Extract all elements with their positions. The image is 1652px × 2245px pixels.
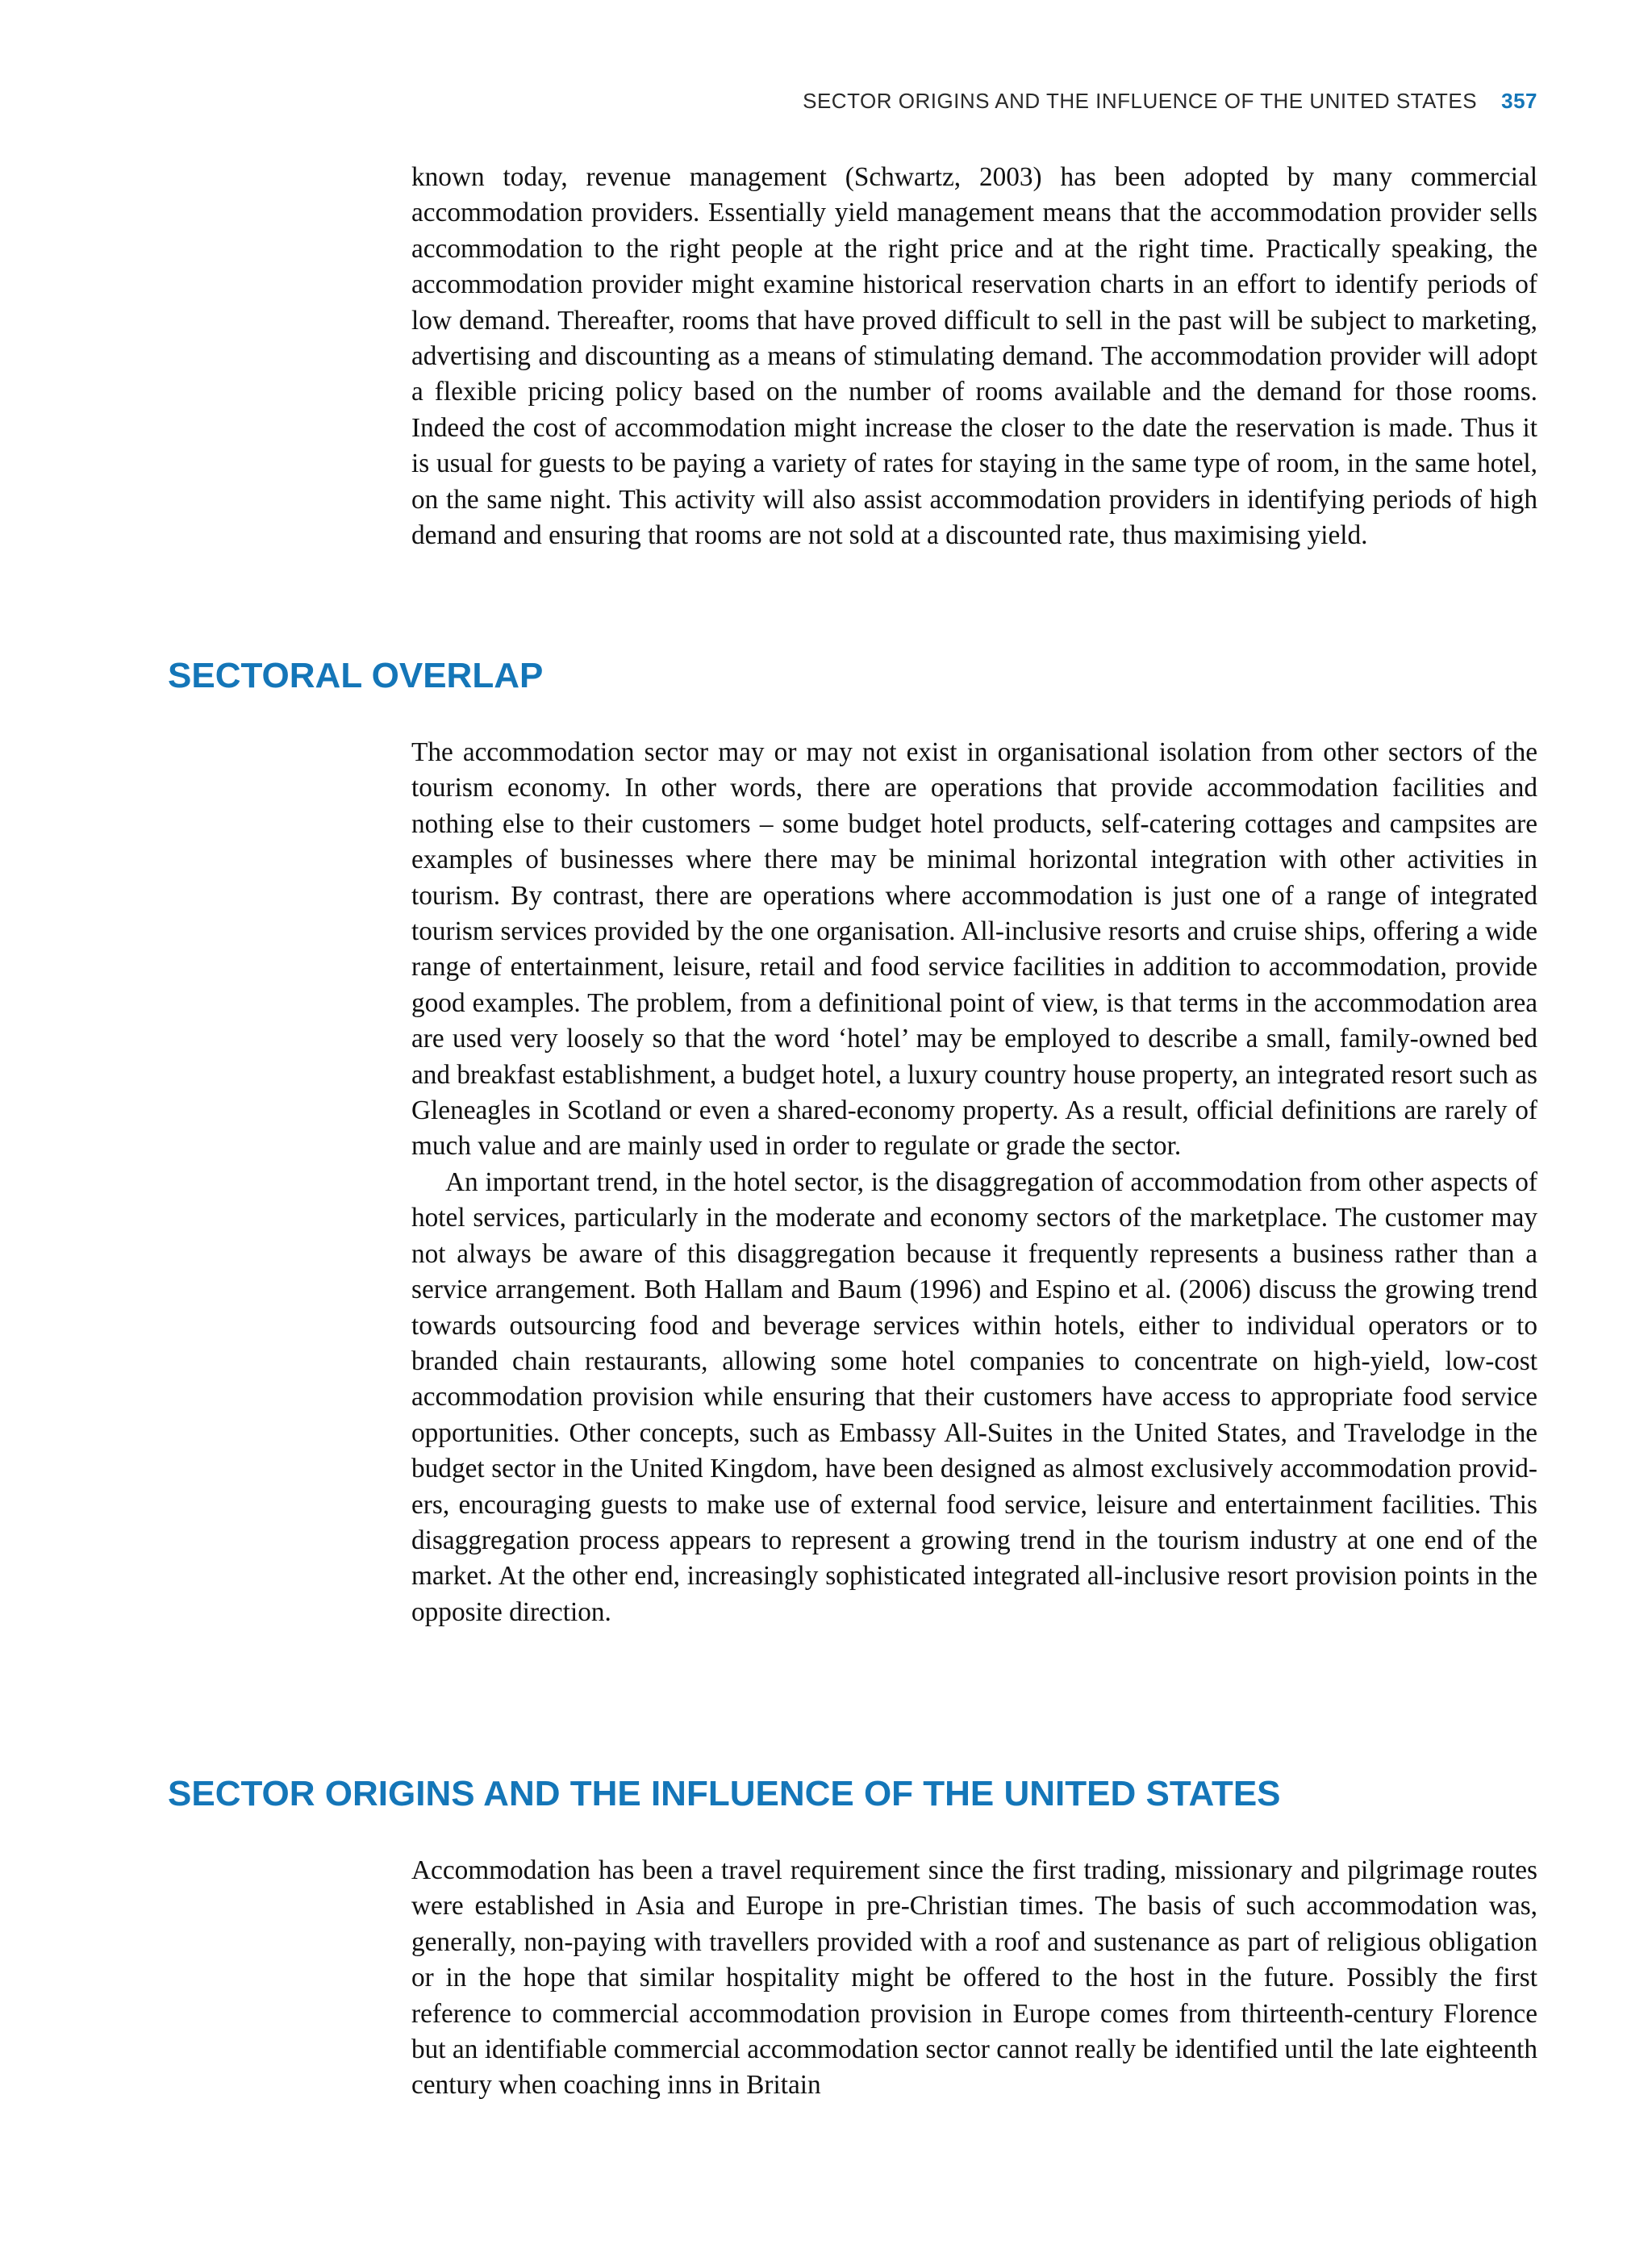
sectoral-overlap-paragraph-2: An important trend, in the hotel sector, is the disaggregation of accommodation from other aspects of hotel services, particularly in the moderate and economy sectors of the marketplace. The customer may not always be aware of this disaggregation because it frequently represents a business rather than a service arrangement. Both Hallam and Baum (1996) and Espino et al. (2006) discuss the growing trend towards outsourcing food and beverage services within hotels, either to individual operators or to branded chain restaurants, allowing some hotel companies to concentrate on high-yield, low-cost accommodation provision while ensuring that their customers have access to appropriate food service opportunities. Other concepts, such as Embassy All-Suites in the United States, and Travelodge in the budget sector in the United Kingdom, have been designed as almost exclusively accommodation providers, encouraging guests to make use of external food service, leisure and entertainment facilities. This disaggregation process appears to represent a growing trend in the tourism industry at one end of the market. At the other end, increasingly sophisticated integrated all-inclusive resort provision points in the opposite direction. bbox=[411, 1166, 1537, 1627]
section-heading-sector-origins: SECTOR ORIGINS AND THE INFLUENCE OF THE UNITED STATES bbox=[168, 1774, 1281, 1813]
page-number: 357 bbox=[1501, 89, 1537, 113]
sector-origins-text bbox=[411, 1853, 1537, 2104]
intro-paragraph: known today, revenue management (Schwartz, 2003) has been adopted by many commercial accommodation providers. Essentially yield management means that the accommodation provider sells accommodation to the right people at the right price and at the right time. Practically speaking, the accommodation provider might examine historical reservation charts in an effort to identify periods of low demand. Thereafter, rooms that have proved difficult to sell in the past will be subject to marketing, advertising and discounting as a means of stimulating demand. The accommodation provider will adopt a flexible pricing policy based on the number of rooms available and the demand for those rooms. Indeed the cost of accommodation might increase the closer to the date the reservation is made. Thus it is usual for guests to be paying a variety of rates for staying in the same type of room, in the same hotel, on the same night. This activity will also assist accommodation providers in identifying periods of high demand and ensuring that rooms are not sold at a discounted rate, thus maximising yield. bbox=[411, 162, 1537, 551]
sector-origins-paragraph-1: Accommodation has been a travel requirement since the first trading, missionary and pilgrimage routes were established in Asia and Europe in pre-Christian times. The basis of such accommodation was, generally, non-paying with travellers provided with a roof and sustenance as part of religious obligation or in the hope that similar hospitality might be offered to the host in the future. Possibly the first reference to commercial accommodation provision in Europe comes from thirteenth-century Florence but an identifiable commercial accommodation sector cannot really be identified until the late eighteenth century when coaching inns in Britain bbox=[411, 1855, 1537, 2101]
sectoral-overlap-paragraph-1: The accommodation sector may or may not exist in organisational isolation from other sectors of the tourism economy. In other words, there are operations that provide accommodation facilities and nothing else to their customers – some budget hotel products, self-catering cottages and campsites are examples of businesses where there may be minimal horizontal integration with other activities in tourism. By contrast, there are operations where accommodation is just one of a range of integrated tourism services provided by the one organisation. All-inclusive resorts and cruise ships, offering a wide range of entertainment, leisure, retail and food service facilities in addition to accommodation, provide good examples. The problem, from a definitional point of view, is that terms in the accommodation area are used very loosely so that the word ‘hotel’ may be employed to describe a small, family-owned bed and breakfast establishment, a budget hotel, a luxury country house property, an integrated resort such as Gleneagles in Scotland or even a shared-economy property. As a result, official definitions are rarely of much value and are mainly used in order to regulate or grade the sector. bbox=[411, 737, 1537, 1162]
section-heading-sectoral-overlap: SECTORAL OVERLAP bbox=[168, 656, 544, 695]
running-head bbox=[0, 89, 1537, 114]
intro-text bbox=[411, 160, 1537, 553]
running-head-title: SECTOR ORIGINS AND THE INFLUENCE OF THE UNITED STATES bbox=[803, 89, 1478, 113]
sectoral-overlap-text bbox=[411, 735, 1537, 1630]
